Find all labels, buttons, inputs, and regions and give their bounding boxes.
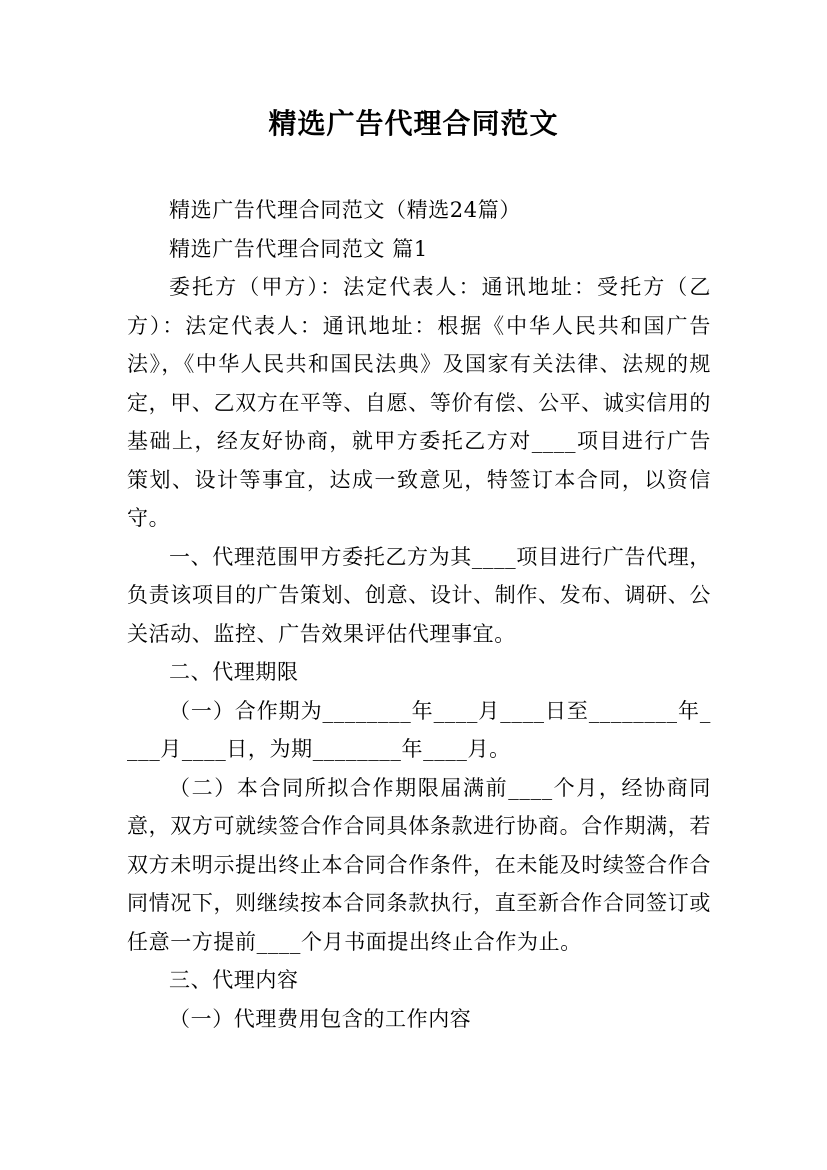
paragraph-term-renewal: （二）本合同所拟合作期限届满前____个月，经协商同意，双方可就续签合作合同具体条款进行协商。合作期满，若双方未明示提出终止本合同合作条件，在未能及时续签合作合同情况下，则继续按本合同条款执行，直至新合作合同签订或任意一方提前____个月书面提出终止合作为止。 [127,775,711,954]
paragraph-term-period: （一）合作期为________年____月____日至________年____月____日，为期________年____月。 [127,698,711,761]
paragraph-scope: 一、代理范围甲方委托乙方为其____项目进行广告代理，负责该项目的广告策划、创意、设计、制作、发布、调研、公关活动、监控、广告效果评估代理事宜。 [127,544,711,646]
document-body [127,191,711,1038]
paragraph-term-heading: 二、代理期限 [169,660,299,684]
document-title: 精选广告代理合同范文 [268,107,559,140]
paragraph-content-heading: 三、代理内容 [169,968,299,992]
paragraph-content-item: （一）代理费用包含的工作内容 [169,1006,472,1031]
paragraph-subtitle: 精选广告代理合同范文（精选24篇） [169,198,521,222]
paragraph-parties: 委托方（甲方）：法定代表人：通讯地址：受托方（乙方）：法定代表人：通讯地址：根据《中华人民共和国广告法》，《中华人民共和国民法典》及国家有关法律、法规的规定，甲、乙双方在平等、自愿、等价有偿、公平、诚实信用的基础上，经友好协商，就甲方委托乙方对____项目进行广告策划、设计等事宜，达成一致意见，特签订本合同，以资信守。 [127,275,711,530]
paragraph-section-heading: 精选广告代理合同范文 篇1 [169,236,428,261]
